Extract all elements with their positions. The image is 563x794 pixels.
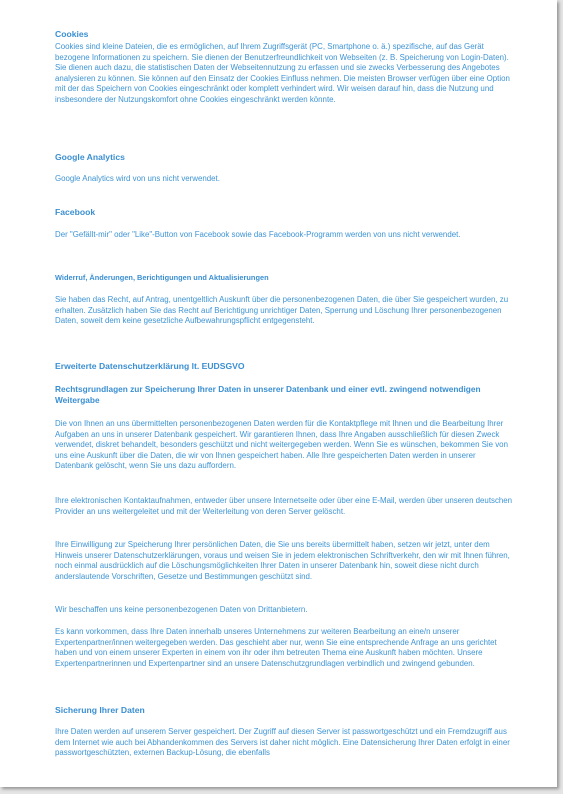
paragraph-sicherung: Ihre Daten werden auf unserem Server gespeichert. Der Zugriff auf diesen Server ist passwortgeschützt und ein Fremdzugriff aus dem Internet wie auch bei Abhandenkommen des Servers ist daher nicht möglich. Eine Datensicherung Ihrer Daten erfolgt in einer passwortgeschützten, externen Backup-Lösung, die ebenfalls: [55, 727, 510, 758]
paragraph-datenspeicherung: Die von Ihnen an uns übermittelten personenbezogenen Daten werden für die Kontaktpflege mit Ihnen und die Bearbeitung Ihrer Aufgaben an uns in unserer Datenbank gespeichert. Wir garantieren Ihnen, dass Ihre Angaben ausschließlich für diesen Zweck verwendet, diskret behandelt, besonders geschützt und nicht weitergegeben werden. Wenn Sie es wünschen, bekommen Sie von uns eine Auskunft über die Daten, die wir von Ihnen gespeichert haben. Alle Ihre gespeicherten Daten werden in unserer Datenbank gelöscht, wenn Sie uns dazu auffordern.: [55, 419, 508, 471]
paragraph-einwilligung: Ihre Einwilligung zur Speicherung Ihrer persönlichen Daten, die Sie uns bereits übermittelt haben, setzen wir jetzt, unter dem Hinweis unserer Datenschutzerklärungen, voraus und weisen Sie in jedem elektronischen Schriftverkehr, den wir mit Ihnen führen, noch einmal ausdrücklich auf die Löschungsmöglichkeiten Ihrer Daten in unserer Datenbank hin, soweit diese nicht durch anderslautende Vorschriften, Gesetze und Bestimmungen geschützt sind.: [55, 540, 510, 581]
heading-google-analytics: Google Analytics: [55, 152, 125, 162]
heading-facebook: Facebook: [55, 207, 96, 217]
heading-sicherung: Sicherung Ihrer Daten: [55, 705, 145, 715]
paragraph-kontaktaufnahmen: Ihre elektronischen Kontaktaufnahmen, entweder über unsere Internetseite oder über eine E-Mail, werden über unseren deutschen Provider an uns weitergeleitet und mit der Weiterleitung von deren Server gelöscht.: [55, 496, 513, 516]
paragraph-google-analytics: Google Analytics wird von uns nicht verwendet.: [55, 174, 220, 183]
heading-cookies: Cookies: [55, 29, 89, 39]
paragraph-cookies: Cookies sind kleine Dateien, die es ermöglichen, auf Ihrem Zugriffsgerät (PC, Smartphone o. ä.) spezifische, auf das Gerät bezogene Informationen zu speichern. Sie dienen der Benutzerfreundlichkeit von Webseiten (z. B. Speicherung von Login-Daten). Sie dienen auch dazu, die statistischen Daten der Webseitennutzung zu erfassen und sie zwecks Verbesserung des Angebotes analysieren zu können. Sie können auf den Einsatz der Cookies Einfluss nehmen. Die meisten Browser verfügen über eine Option mit der das Speichern von Cookies eingeschränkt oder komplett verhindert wird. Wir weisen darauf hin, dass die Nutzung und insbesondere der Nutzungskomfort ohne Cookies eingeschränkt werden könnte.: [55, 42, 510, 104]
paragraph-facebook: Der "Gefällt-mir" oder "Like"-Button von Facebook sowie das Facebook-Programm werden von uns nicht verwendet.: [55, 230, 461, 239]
subheading-rechtsgrundlagen: Rechtsgrundlagen zur Speicherung Ihrer Daten in unserer Datenbank und einer evtl. zwingend notwendigen Weitergabe: [55, 384, 481, 405]
paragraph-expertenpartner: Es kann vorkommen, dass Ihre Daten innerhalb unseres Unternehmens zur weiteren Bearbeitung an eine/n unserer Expertenpartner/innen weitergegeben werden. Das geschieht aber nur, wenn Sie eine entsprechende Anfrage an uns gerichtet haben und von einem unserer Experten in einem von ihr oder ihm betreuten Thema eine Auskunft haben möchten. Unsere Expertenpartnerinnen und Expertenpartner sind an unsere Datenschutzgrundlagen verbindlich und zwingend gebunden.: [55, 627, 497, 668]
paragraph-drittanbieter: Wir beschaffen uns keine personenbezogenen Daten von Drittanbietern.: [55, 605, 308, 614]
heading-widerruf: Widerruf, Änderungen, Berichtigungen und Aktualisierungen: [55, 273, 269, 282]
paragraph-widerruf: Sie haben das Recht, auf Antrag, unentgeltlich Auskunft über die personenbezogenen Daten, die über Sie gespeichert wurden, zu erhalten. Zusätzlich haben Sie das Recht auf Berichtigung unrichtiger Daten, Sperrung und Löschung Ihrer personenbezogenen Daten, soweit dem keine gesetzliche Aufbewahrungspflicht entgegensteht.: [55, 295, 509, 326]
heading-eudsgvo: Erweiterte Datenschutzerklärung lt. EUDSGVO: [55, 361, 245, 371]
